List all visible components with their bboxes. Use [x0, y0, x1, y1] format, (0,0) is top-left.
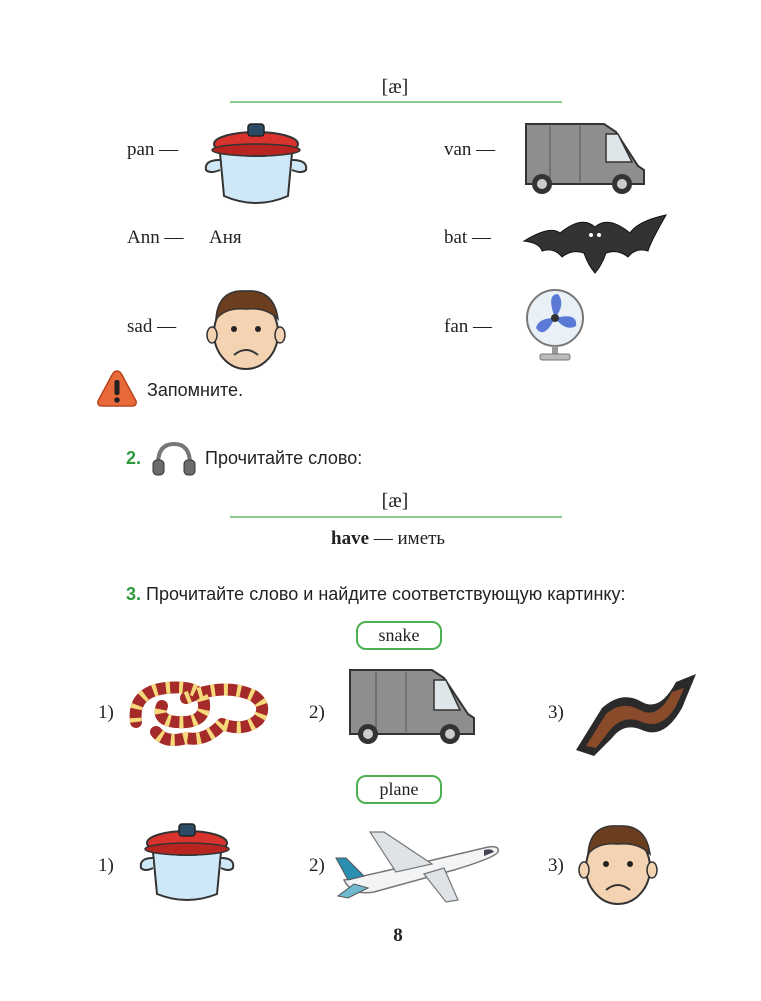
task2-number: 2. — [126, 448, 142, 468]
word-card-plane: plane — [356, 775, 442, 804]
task2-word: have — [331, 528, 369, 549]
snake-option-2-label: 2) — [309, 702, 325, 723]
word-fan: fan — — [444, 316, 493, 337]
bat-icon — [520, 205, 670, 277]
task2-divider — [230, 516, 562, 518]
van-icon — [520, 118, 650, 196]
van-option-icon[interactable] — [344, 664, 480, 746]
task3-instruction: Прочитайте слово и найдите соответствующую картинку: — [146, 584, 626, 604]
phoneme-header: [æ] — [381, 76, 409, 98]
warning-icon — [96, 368, 138, 408]
task2-phoneme: [æ] — [381, 490, 409, 512]
task3-heading — [126, 584, 625, 605]
plane-option-1-label: 1) — [98, 855, 114, 876]
fan-icon — [522, 288, 588, 364]
pot-option-icon[interactable] — [135, 818, 239, 904]
task2-instruction: Прочитайте слово: — [205, 448, 363, 468]
remember-note: Запомните. — [147, 380, 244, 400]
page-number: 8 — [393, 925, 403, 946]
plane-option-2-label: 2) — [309, 855, 325, 876]
snake-option-3-label: 3) — [548, 702, 564, 723]
pot-icon — [200, 118, 312, 208]
plane-option-3-label: 3) — [548, 855, 564, 876]
word-pan: pan — — [127, 139, 179, 160]
ann-translation: Аня — [209, 227, 242, 248]
task3-number: 3. — [126, 584, 142, 604]
snake-option-1-label: 1) — [98, 702, 114, 723]
sad-face-option-icon[interactable] — [578, 818, 658, 908]
word-sad: sad — — [127, 316, 177, 337]
divider-rule — [230, 101, 562, 103]
sad-face-icon — [206, 283, 286, 373]
task2-word-line — [331, 528, 445, 550]
word-bat: bat — — [444, 227, 491, 248]
film-strip-icon[interactable] — [572, 668, 700, 758]
word-van: van — — [444, 139, 496, 160]
word-card-snake: snake — [356, 621, 442, 650]
airplane-icon[interactable] — [334, 826, 502, 906]
headphones-icon — [150, 440, 198, 476]
task2-heading — [126, 448, 141, 469]
snake-icon[interactable] — [126, 672, 272, 750]
task2-translation: — иметь — [373, 528, 446, 549]
word-ann: Ann — — [127, 227, 184, 248]
